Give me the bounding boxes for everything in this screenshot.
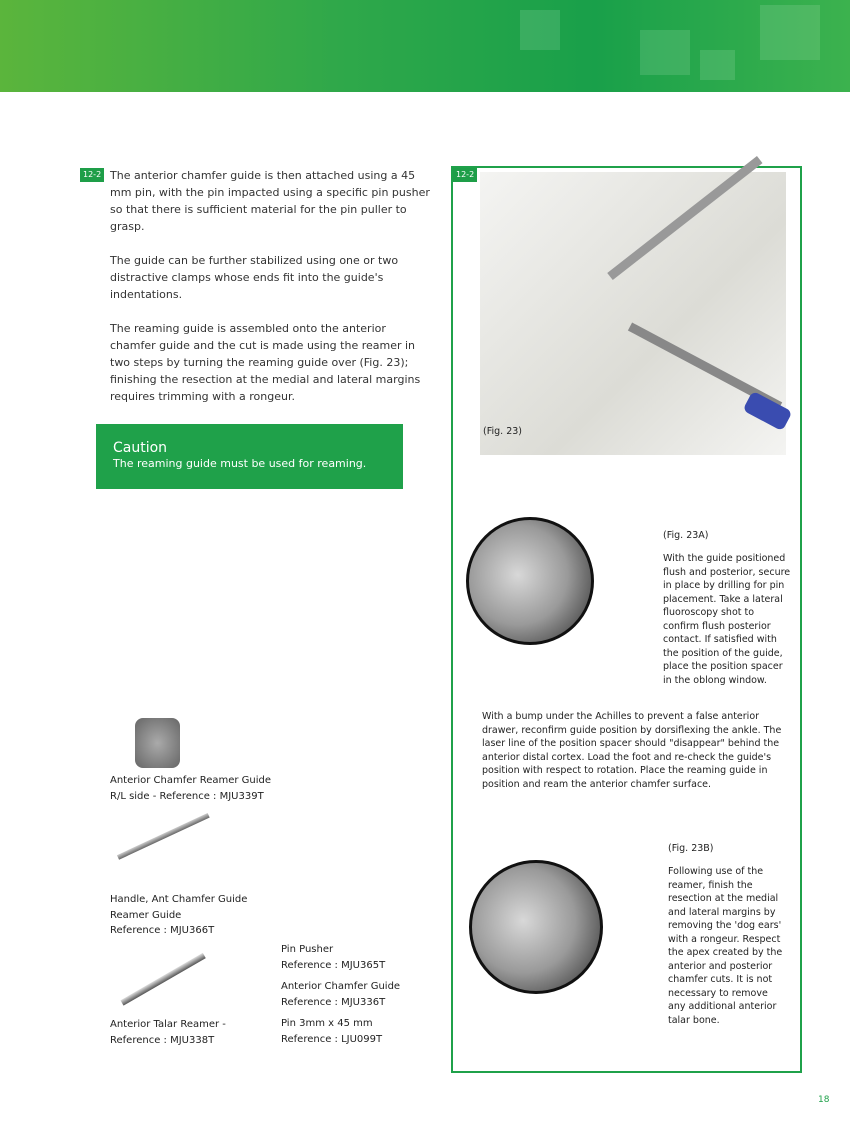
fig23-image	[480, 172, 786, 455]
instrument-6: Pin 3mm x 45 mm Reference : LJU099T	[281, 1018, 383, 1045]
caution-box	[96, 424, 403, 489]
fig23a-text: With the guide positioned flush and posterior, secure in place by drilling for pin placement. Take a lateral fluoroscopy shot to confirm flush posterior contact. If satisfied with the position of the guide, place the position spacer in the oblong window.	[663, 553, 791, 686]
instrument-2: Handle, Ant Chamfer Guide Reamer Guide Reference : MJU366T	[110, 894, 248, 936]
handle-image	[117, 813, 210, 860]
fig23-caption: (Fig. 23)	[483, 426, 522, 437]
paragraph: The guide can be further stabilized using one or two distractive clamps whose ends fit into the guide's indentations.	[110, 254, 399, 301]
paragraph: The anterior chamfer guide is then attached using a 45 mm pin, with the pin impacted using a specific pin pusher so that there is sufficient material for the pin puller to grasp.	[110, 169, 430, 233]
fig23b-xray	[469, 860, 603, 994]
fig23a-xray	[466, 517, 594, 645]
instrument-4: Pin Pusher Reference : MJU365T	[281, 944, 386, 971]
intro-text	[110, 167, 435, 422]
fig23a-caption: (Fig. 23A)	[663, 530, 709, 541]
paragraph: The reaming guide is assembled onto the anterior chamfer guide and the cut is made using the reamer in two steps by turning the reaming guide over (Fig. 23); finishing the resection at the medial and lateral margins requires trimming with a rongeur.	[110, 322, 421, 403]
header-banner	[0, 0, 850, 92]
fig23b-caption: (Fig. 23B)	[668, 843, 714, 854]
middle-text: With a bump under the Achilles to prevent a false anterior drawer, reconfirm guide position by dorsiflexing the ankle. The laser line of the position spacer should "disappear" behind the anterior distal cortex. Load the foot and re-check the guide's position with respect to rotation. Place the reaming guide in position and ream the anterior chamfer surface.	[482, 711, 782, 790]
fig23b-text: Following use of the reamer, finish the resection at the medial and lateral margins by removing the 'dog ears' with a rongeur. Respect the apex created by the anterior and posterior chamfer cuts. It is not necessary to remove any additional anterior talar bone.	[668, 866, 783, 1026]
caution-title: Caution	[113, 440, 168, 456]
instrument-5: Anterior Chamfer Guide Reference : MJU336T	[281, 981, 401, 1008]
instrument-1: Anterior Chamfer Reamer Guide R/L side - Reference : MJU339T	[110, 775, 272, 802]
reamer-guide-image	[135, 718, 180, 768]
page-number: 18	[818, 1095, 830, 1105]
talar-reamer-image	[121, 953, 206, 1006]
instrument-3: Anterior Talar Reamer - Reference : MJU338T	[110, 1019, 226, 1046]
figure-badge: 12-2	[453, 168, 477, 182]
caution-message: The reaming guide must be used for reaming.	[113, 457, 367, 470]
section-badge: 12-2	[80, 168, 104, 182]
